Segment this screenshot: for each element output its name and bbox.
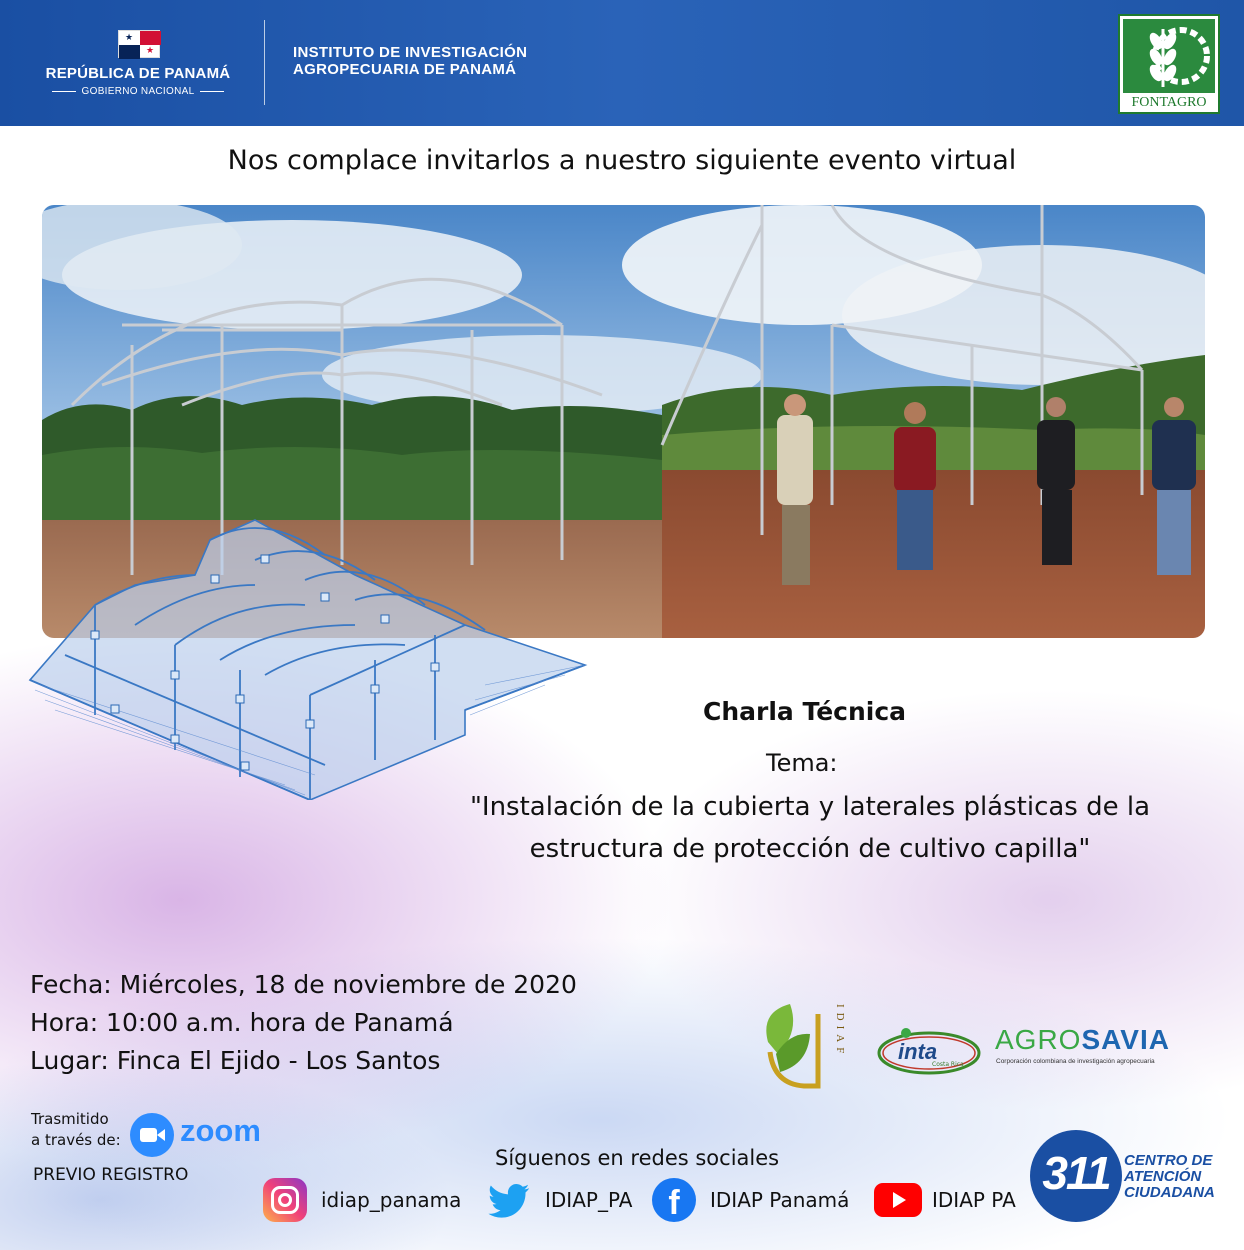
youtube-icon (874, 1183, 922, 1217)
government-label: GOBIERNO NACIONAL (36, 86, 240, 97)
social-twitter[interactable]: IDIAP_PA (487, 1180, 632, 1220)
event-details (30, 966, 577, 1080)
event-time: Hora: 10:00 a.m. hora de Panamá (30, 1008, 454, 1037)
registration-note: PREVIO REGISTRO (33, 1165, 189, 1185)
citizen-center-label: CENTRO DE ATENCIÓN CIUDADANA (1124, 1152, 1215, 1201)
zoom-icon (130, 1113, 174, 1157)
social-youtube[interactable]: IDIAP PA (874, 1180, 1016, 1220)
topic-label: Tema: (766, 749, 838, 777)
topic-title: "Instalación de la cubierta y laterales plásticas de la estructura de protección de cultivo capilla" (469, 792, 1151, 864)
inta-logo: inta Costa Rica (876, 1025, 982, 1079)
fontagro-logo: FONTAGRO (1118, 14, 1220, 114)
agrosavia-subtitle: Corporación colombiana de investigación agropecuaria (996, 1058, 1155, 1065)
social-facebook[interactable]: f IDIAP Panamá (652, 1180, 849, 1220)
instagram-icon (263, 1178, 307, 1222)
agrosavia-logo: AGROSAVIA (995, 1024, 1170, 1055)
panama-flag-icon: ★ ★ (118, 30, 160, 58)
institute-name: INSTITUTO DE INVESTIGACIÓN AGROPECUARIA DE PANAMÁ (293, 44, 528, 78)
republic-label: REPÚBLICA DE PANAMÁ (45, 65, 231, 82)
event-type: Charla Técnica (703, 697, 907, 726)
zoom-label: zoom (180, 1113, 261, 1148)
social-title: Síguenos en redes sociales (495, 1146, 780, 1170)
greenhouse-diagram (25, 515, 590, 800)
event-date: Fecha: Miércoles, 18 de noviembre de 2020 (30, 970, 577, 999)
broadcast-label: Trasmitido a través de: (31, 1110, 121, 1149)
twitter-icon (487, 1178, 531, 1222)
facebook-icon: f (652, 1178, 696, 1222)
social-instagram[interactable]: idiap_panama (263, 1180, 461, 1220)
event-place: Lugar: Finca El Ejido - Los Santos (30, 1046, 441, 1075)
header-divider (264, 20, 265, 105)
header-banner (0, 0, 1244, 126)
invitation-text: Nos complace invitarlos a nuestro siguiente evento virtual (227, 145, 1017, 176)
idiaf-logo: IDIAF (760, 1002, 850, 1090)
citizen-center-logo: 311 (1030, 1130, 1122, 1222)
